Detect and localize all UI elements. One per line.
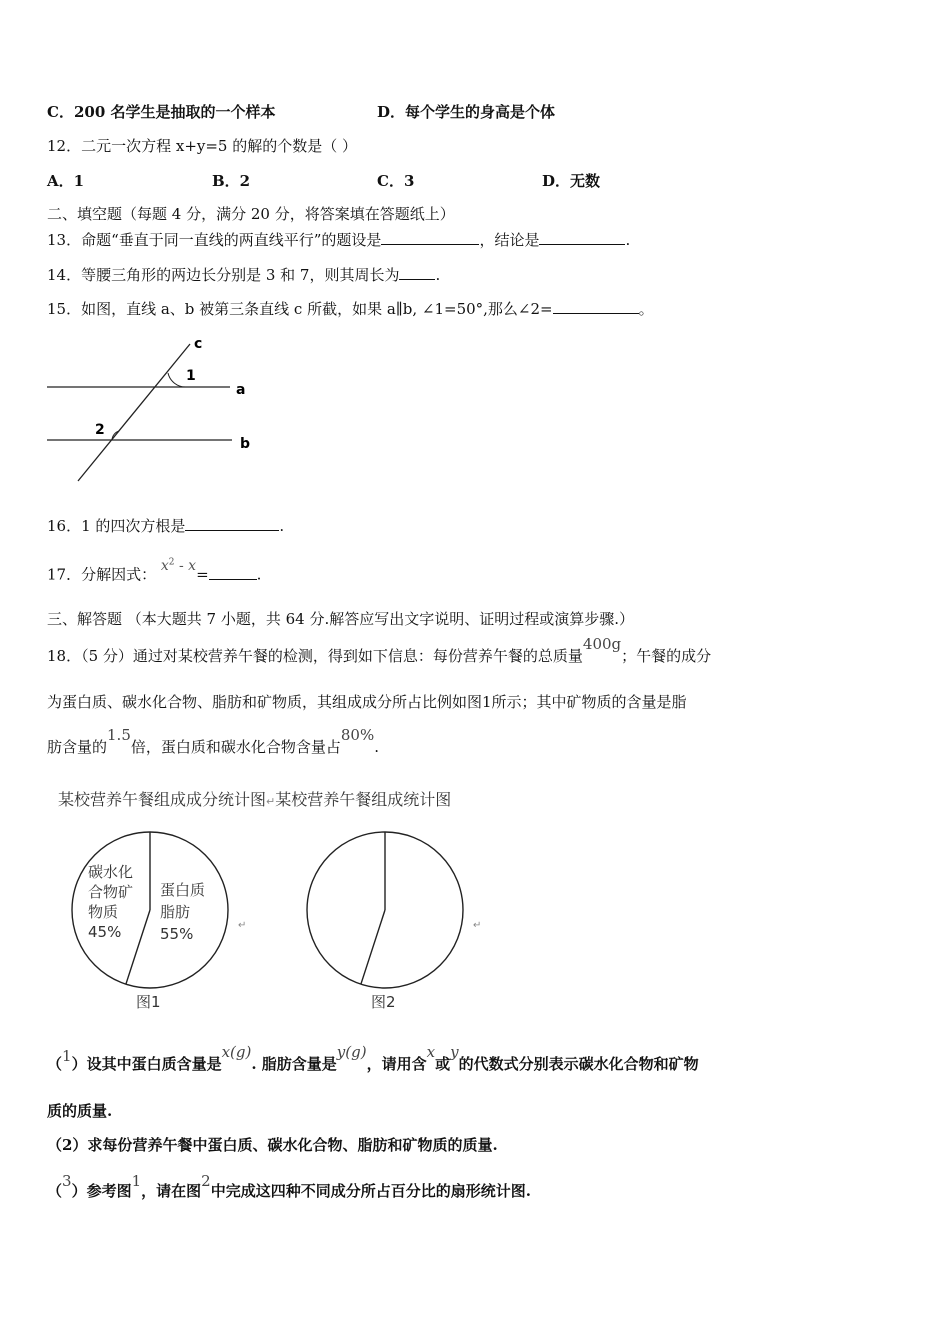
q18-sub1: （1）设其中蛋白质含量是x(g). 脂肪含量是y(g)，请用含x或y的代数式分别表示碳水化合物和矿物 <box>47 1043 699 1073</box>
fig1-title: 某校营养午餐组成成分统计图 <box>58 790 267 809</box>
q17-expression: $x^2$ - x <box>160 557 197 574</box>
pie-chart-fig2 <box>295 825 495 1015</box>
q12-option-a: A．1 <box>47 172 85 190</box>
pie1-left-label-line-1: 碳水化 <box>88 863 134 881</box>
fig1-caption: 图1 <box>136 993 161 1011</box>
q12-option-b: B．2 <box>212 172 251 190</box>
q18-line1: 18．（5 分）通过对某校营养午餐的检测，得到如下信息：每份营养午餐的总质量400g；午餐的成分 <box>47 635 712 665</box>
q17-text-1: 17．分解因式： <box>47 565 157 584</box>
fig2-return-mark: ↵ <box>473 920 482 931</box>
q12-option-d: D．无数 <box>542 172 601 190</box>
q11-option-d: D．每个学生的身高是个体 <box>377 103 556 121</box>
pie1-right-label-line-2: 脂肪 <box>160 903 191 921</box>
q16-blank[interactable] <box>185 515 279 531</box>
q16-text-1: 16．1 的四次方根是 <box>47 517 186 535</box>
q15-text-2: 。 <box>638 300 654 318</box>
pie1-right-label-line-1: 蛋白质 <box>160 881 206 899</box>
pie-chart-fig1 <box>60 825 260 1015</box>
fig1-return-mark: ↵ <box>238 920 247 931</box>
q13-text-1: 13．命题“垂直于同一直线的两直线平行”的题设是 <box>47 231 382 249</box>
label-c: c <box>194 336 203 352</box>
label-a: a <box>236 382 246 398</box>
var-x-g: x(g) <box>221 1043 252 1061</box>
q18-sub1-line2: 质的质量. <box>47 1102 113 1120</box>
q13-blank-premise[interactable] <box>381 229 479 245</box>
q17-blank[interactable] <box>209 564 257 580</box>
q13 <box>47 229 630 250</box>
pie1-left-label-line-2: 合物矿 <box>88 883 134 901</box>
q18-ratio: 1.5 <box>107 726 131 744</box>
q13-text-2: ，结论是 <box>479 231 540 249</box>
q13-blank-conclusion[interactable] <box>539 229 625 245</box>
label-angle-2: 2 <box>95 422 105 438</box>
angle-1-arc <box>168 373 186 387</box>
q17-text-3: . <box>256 565 262 584</box>
q12-option-c: C．3 <box>377 172 415 190</box>
pie1-left-label-line-3: 物质 <box>88 903 119 921</box>
q14 <box>47 264 440 285</box>
q15-figure <box>40 335 270 490</box>
q12-stem: 12．二元一次方程 x+y=5 的解的个数是（ ） <box>47 137 358 155</box>
q17-equals: = <box>196 565 209 584</box>
q18-sub3: （3）参考图1，请在图2中完成这四种不同成分所占百分比的扇形统计图. <box>47 1172 531 1200</box>
var-y-g: y(g) <box>336 1043 367 1061</box>
q18-line3: 肪含量的1.5倍，蛋白质和碳水化合物含量占80%. <box>47 726 380 756</box>
section2-heading: 二、填空题（每题 4 分，满分 20 分，将答案填在答题纸上） <box>47 205 455 223</box>
section3-heading: 三、解答题 （本大题共 7 小题，共 64 分.解答应写出文字说明、证明过程或演算步骤.） <box>47 610 635 628</box>
fig1-title-mark: ↵ <box>266 795 276 808</box>
q14-blank[interactable] <box>399 264 435 280</box>
q13-text-3: . <box>625 231 631 249</box>
label-angle-1: 1 <box>186 368 196 384</box>
line-c <box>78 344 190 481</box>
q14-text-2: . <box>435 266 441 284</box>
q18-sub2: （2）求每份营养午餐中蛋白质、碳水化合物、脂肪和矿物质的质量. <box>47 1136 498 1154</box>
q15-text-1: 15．如图，直线 a、b 被第三条直线 c 所截，如果 a∥b, ∠1=50°,那么∠2= <box>47 300 553 318</box>
q18-mass: 400g <box>582 635 622 653</box>
pie1-left-label-line-4: 45% <box>88 923 122 941</box>
q18-percent: 80% <box>340 726 375 744</box>
fig2-title: 某校营养午餐组成统计图 <box>275 790 452 809</box>
q18-line2: 为蛋白质、碳水化合物、脂肪和矿物质，其组成成分所占比例如图1所示；其中矿物质的含量是脂 <box>47 693 687 711</box>
q16-text-2: . <box>279 517 285 535</box>
q16 <box>47 515 284 536</box>
chart-titles <box>58 787 451 810</box>
label-b: b <box>240 436 251 452</box>
fig2-caption: 图2 <box>371 993 396 1011</box>
q15-blank[interactable] <box>553 298 639 314</box>
q14-text-1: 14．等腰三角形的两边长分别是 3 和 7，则其周长为 <box>47 266 400 284</box>
q17 <box>47 557 262 586</box>
q15 <box>47 298 654 319</box>
pie1-right-label-line-3: 55% <box>160 925 194 943</box>
q11-option-c: C．200 名学生是抽取的一个样本 <box>47 103 276 121</box>
